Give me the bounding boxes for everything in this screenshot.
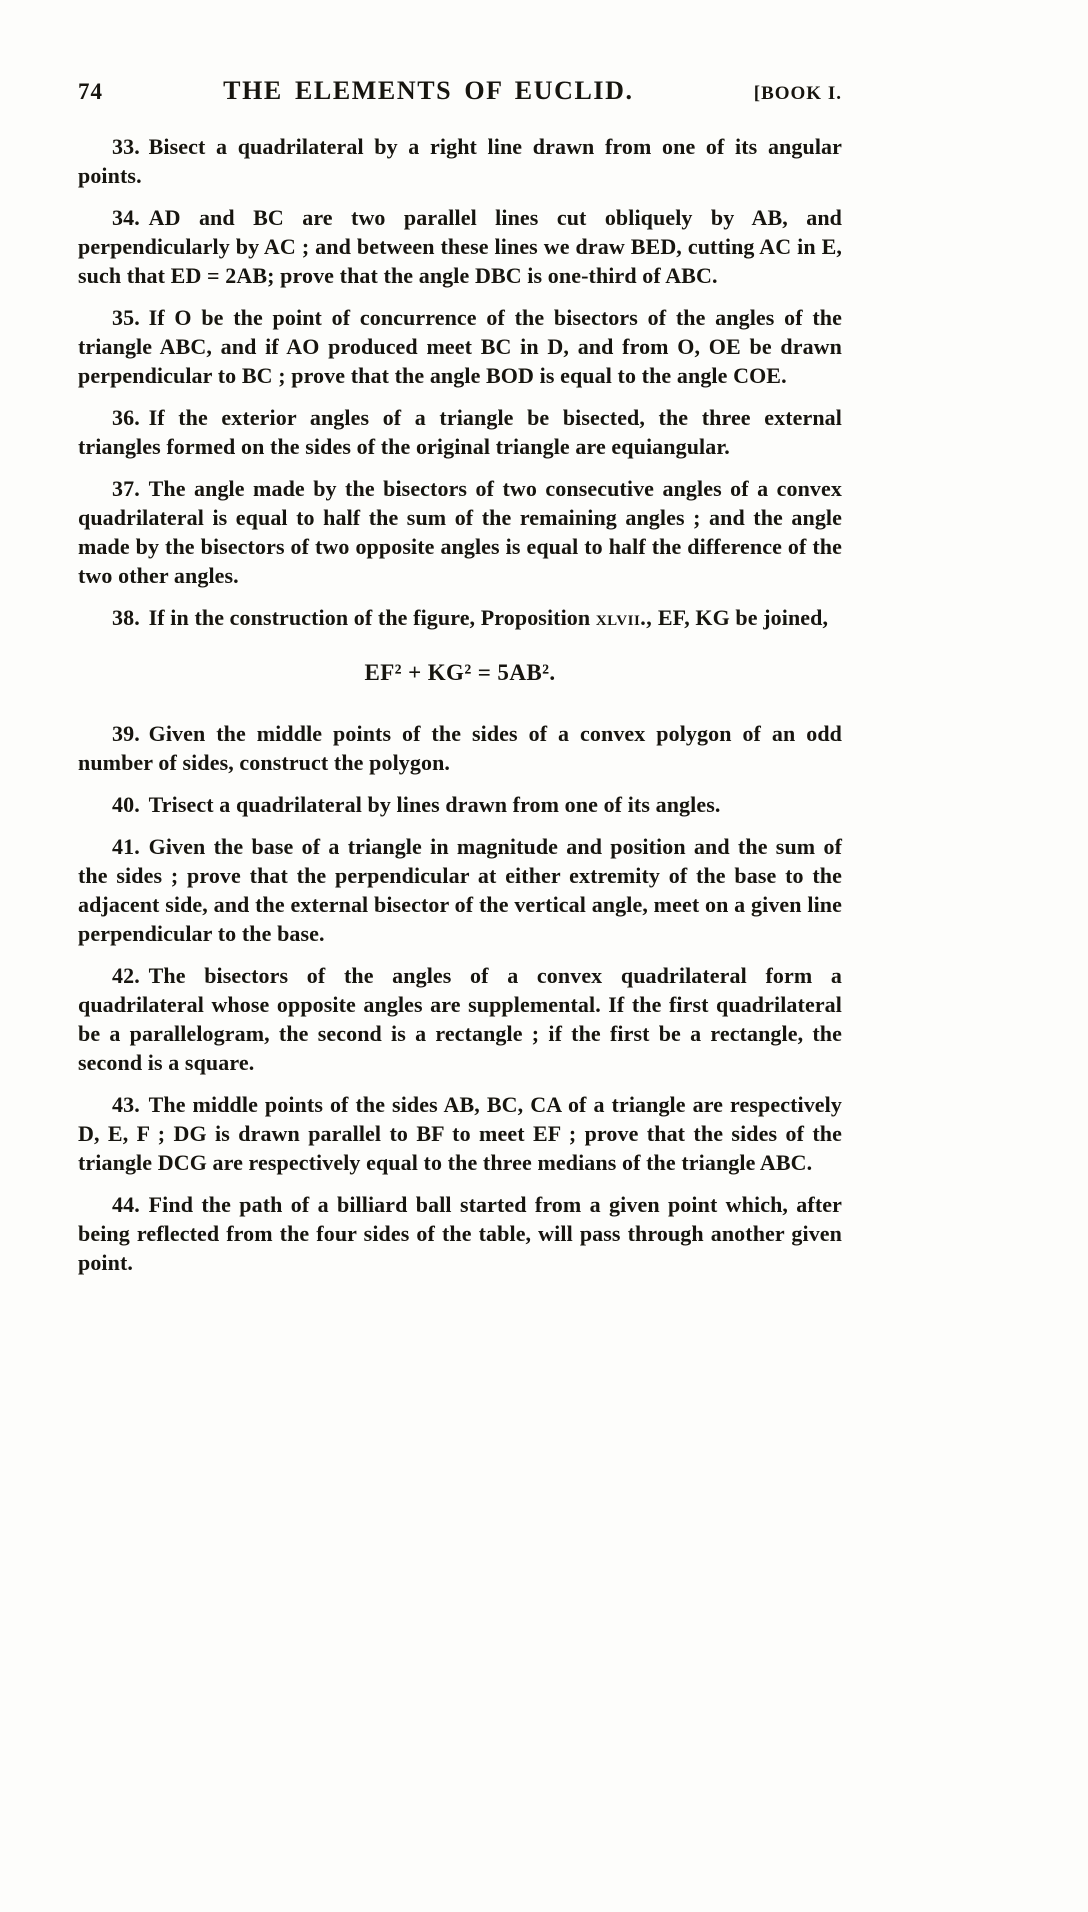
exercise-text: The angle made by the bisectors of two consecutive angles of a convex quadrilateral is equal to half the sum of the remaining angles ; and the angle made by the bisectors of two opposite angles is equal to half the difference of the two other angles.: [78, 476, 842, 589]
exercise-number: 39.: [112, 720, 140, 746]
exercise-number: 36.: [112, 405, 140, 431]
exercise-41: [78, 832, 842, 948]
page-header: [78, 76, 842, 106]
exercise-42: [78, 961, 842, 1077]
exercise-number: 43.: [112, 1092, 140, 1118]
page-title: THE ELEMENTS OF EUCLID.: [223, 76, 634, 105]
exercise-text: Given the middle points of the sides of a convex polygon of an odd number of sides, construct the polygon.: [78, 720, 842, 775]
exercise-43: [78, 1090, 842, 1177]
page-number: 74: [78, 79, 103, 104]
exercise-38: [78, 603, 842, 632]
exercise-number: 33.: [112, 134, 140, 159]
exercise-39: [78, 719, 842, 777]
exercise-text: The bisectors of the angles of a convex quadrilateral form a quadrilateral whose opposite angles are supplemental. If the first quadrilateral be a parallelogram, the second is a rectangle ; if the first be a rectangle, the second is a square.: [78, 963, 842, 1076]
exercise-number: 37.: [112, 476, 140, 502]
exercise-text: Find the path of a billiard ball started from a given point which, after being reflected from the four sides of the table, will pass through another given point.: [78, 1192, 842, 1276]
exercise-40: [78, 790, 842, 819]
exercise-text: Given the base of a triangle in magnitude and position and the sum of the sides ; prove that the perpendicular at either extremity of the base to the adjacent side, and the external bisector of the vertical angle, meet on a given line perpendicular to the base.: [78, 833, 842, 947]
exercise-number: 34.: [112, 205, 140, 231]
exercise-text: AD and BC are two parallel lines cut obliquely by AB, and perpendicularly by AC ; and between these lines we draw BED, cutting AC in E, such that ED = 2AB; prove that the angle DBC is one-third of ABC.: [78, 205, 842, 289]
exercise-36: [78, 403, 842, 461]
exercise-text: EF, KG be joined,: [652, 605, 829, 631]
proposition-roman-numeral: xlvii.,: [595, 605, 653, 631]
exercise-number: 42.: [112, 963, 140, 989]
exercise-text: Bisect a quadrilateral by a right line drawn from one of its angular points.: [78, 134, 842, 189]
exercise-number: 38.: [112, 605, 140, 631]
exercise-35: [78, 303, 842, 390]
exercise-text: If in the construction of the figure, Proposition: [148, 605, 596, 631]
exercise-text: Trisect a quadrilateral by lines drawn from one of its angles.: [148, 791, 721, 817]
exercise-number: 40.: [112, 791, 140, 817]
exercise-number: 44.: [112, 1192, 140, 1218]
exercise-33: [78, 132, 842, 190]
exercise-text: If the exterior angles of a triangle be bisected, the three external triangles formed on the sides of the original triangle are equiangular.: [78, 405, 842, 460]
exercise-44: [78, 1190, 842, 1277]
exercise-list: [78, 132, 842, 1277]
formula: EF² + KG² = 5AB².: [364, 660, 556, 686]
exercise-text: If O be the point of concurrence of the bisectors of the angles of the triangle ABC, and if AO produced meet BC in D, and from O, OE be drawn perpendicular to BC ; prove that the angle BOD is equal to the angle COE.: [78, 305, 842, 389]
exercise-number: 35.: [112, 305, 140, 331]
exercise-34: [78, 203, 842, 290]
exercise-37: [78, 474, 842, 590]
exercise-text: The middle points of the sides AB, BC, CA of a triangle are respectively D, E, F ; DG is drawn parallel to BF to meet EF ; prove that the sides of the triangle DCG are respectively equal to the three medians of the triangle ABC.: [78, 1092, 842, 1176]
exercise-number: 41.: [112, 833, 140, 859]
book-label: [BOOK I.: [753, 83, 842, 104]
